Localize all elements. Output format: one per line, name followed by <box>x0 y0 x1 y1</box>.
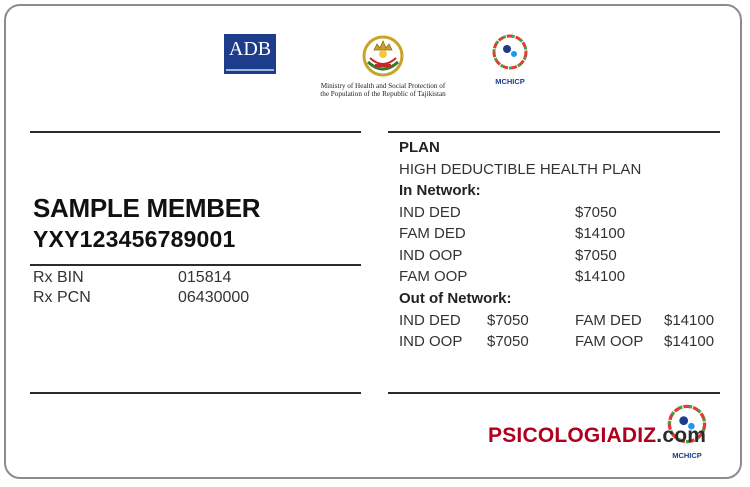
rx-bin-value: 015814 <box>178 269 232 286</box>
adb-logo-text: ADB <box>228 38 272 60</box>
left-bottom-divider <box>30 392 361 394</box>
in-network-label: FAM OOP <box>399 268 468 285</box>
in-network-heading: In Network: <box>399 182 481 199</box>
watermark-part1: PSICOLOGIA <box>488 424 622 447</box>
mchicp-logo-top <box>488 32 532 86</box>
in-network-label: FAM DED <box>399 225 466 242</box>
watermark-part3: .com <box>656 424 707 447</box>
rx-pcn-value: 06430000 <box>178 289 250 306</box>
ministry-caption: Ministry of Health and Social Protection of the Population of the Republic of Tajikistan <box>320 82 446 99</box>
in-network-value: $14100 <box>575 225 626 242</box>
rx-bin-label: Rx BIN <box>33 269 84 286</box>
mchicp-icon <box>490 32 530 72</box>
in-network-value: $7050 <box>575 204 617 221</box>
plan-heading: PLAN <box>399 139 440 156</box>
out-network-label: IND DED <box>399 312 461 329</box>
out-network-label: IND OOP <box>399 333 463 350</box>
in-network-label: IND DED <box>399 204 461 221</box>
out-network-label: FAM OOP <box>575 333 644 350</box>
tajikistan-emblem-icon <box>360 32 406 78</box>
member-divider <box>30 264 361 266</box>
out-network-value: $14100 <box>664 312 715 329</box>
member-id: YXY123456789001 <box>33 226 236 252</box>
mchicp-logo-text: MCHICP <box>672 451 702 460</box>
in-network-label: IND OOP <box>399 247 463 264</box>
out-network-value: $7050 <box>487 333 529 350</box>
in-network-value: $7050 <box>575 247 617 264</box>
member-name: SAMPLE MEMBER <box>33 193 261 223</box>
watermark <box>488 424 706 448</box>
watermark-part2: DIZ <box>621 424 657 447</box>
out-network-value: $7050 <box>487 312 529 329</box>
right-bottom-divider <box>388 392 720 394</box>
mchicp-logo-text: MCHICP <box>495 77 525 86</box>
out-network-value: $14100 <box>664 333 715 350</box>
out-network-heading: Out of Network: <box>399 290 512 307</box>
adb-logo <box>224 34 276 74</box>
plan-name: HIGH DEDUCTIBLE HEALTH PLAN <box>399 161 642 178</box>
out-network-label: FAM DED <box>575 312 642 329</box>
left-top-divider <box>30 131 361 133</box>
rx-pcn-label: Rx PCN <box>33 289 91 306</box>
in-network-value: $14100 <box>575 268 626 285</box>
right-top-divider <box>388 131 720 133</box>
